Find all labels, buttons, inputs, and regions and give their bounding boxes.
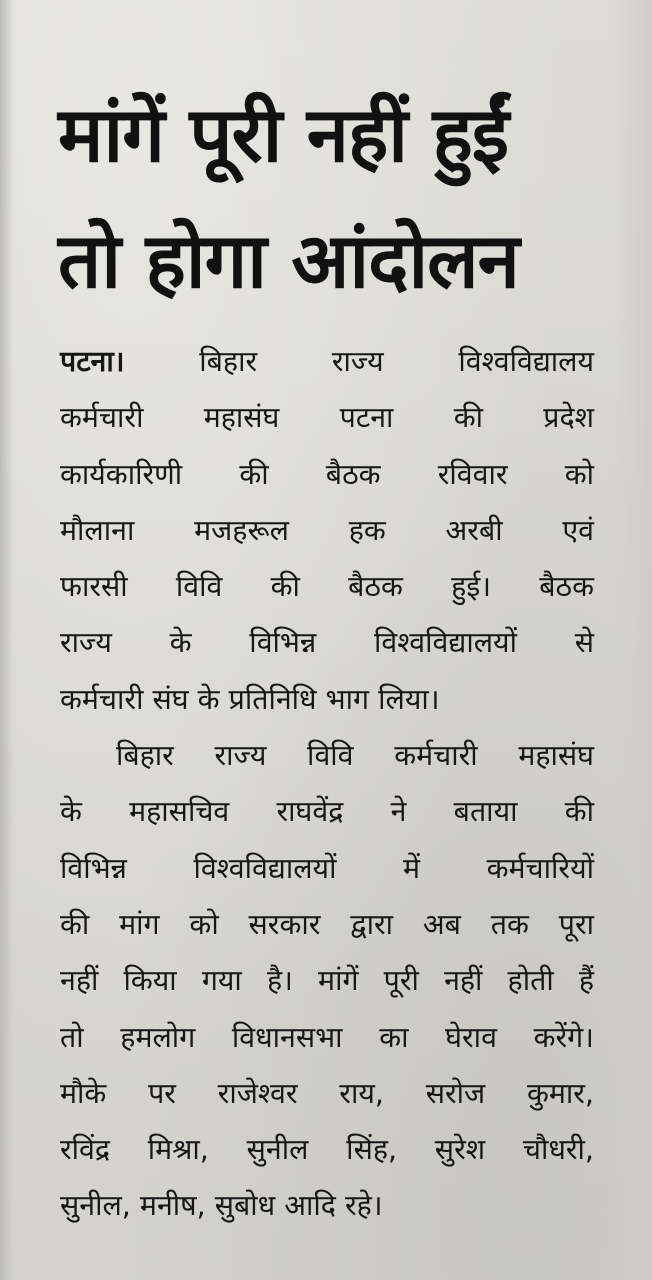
article-line <box>60 334 594 390</box>
article-body <box>60 334 594 1235</box>
article-line: कर्मचारी महासंघ पटना की प्रदेश <box>60 401 594 435</box>
paper-left-edge <box>0 0 14 1280</box>
headline-line-2: तो होगा आंदोलन <box>58 216 519 305</box>
article-line: तो हमलोग विधानसभा का घेराव करेंगे। <box>60 1020 594 1054</box>
article-line: कार्यकारिणी की बैठक रविवार को <box>60 457 594 491</box>
article-line: की मांग को सरकार द्वारा अब तक पूरा <box>60 907 594 941</box>
headline-line-1: मांगें पूरी नहीं हुईं <box>58 90 509 179</box>
article-line: राज्य के विभिन्न विश्वविद्यालयों से <box>60 626 594 660</box>
article-line: विभिन्न विश्वविद्यालयों में कर्मचारियों <box>60 851 594 885</box>
paper-right-edge <box>612 0 652 1280</box>
article-line: फारसी विवि की बैठक हुई। बैठक <box>60 570 594 604</box>
article-line: सुनील, मनीष, सुबोध आदि रहे। <box>60 1189 383 1223</box>
article-line: नहीं किया गया है। मांगें पूरी नहीं होती हैं <box>60 964 594 998</box>
article-line: बिहार राज्य विवि कर्मचारी महासंघ <box>116 739 594 773</box>
article-line: के महासचिव राघवेंद्र ने बताया की <box>60 795 594 829</box>
article-line: रविंद्र मिश्रा, सुनील सिंह, सुरेश चौधरी, <box>60 1133 594 1167</box>
article-line: मौलाना मजहरूल हक अरबी एवं <box>60 513 594 547</box>
article-line-text: बिहार राज्य विश्वविद्यालय <box>199 345 595 378</box>
article-dateline: पटना। <box>60 345 125 378</box>
article-line: कर्मचारी संघ के प्रतिनिधि भाग लिया। <box>60 682 440 716</box>
article-line: मौके पर राजेश्वर राय, सरोज कुमार, <box>60 1076 594 1110</box>
article-headline <box>58 72 618 324</box>
